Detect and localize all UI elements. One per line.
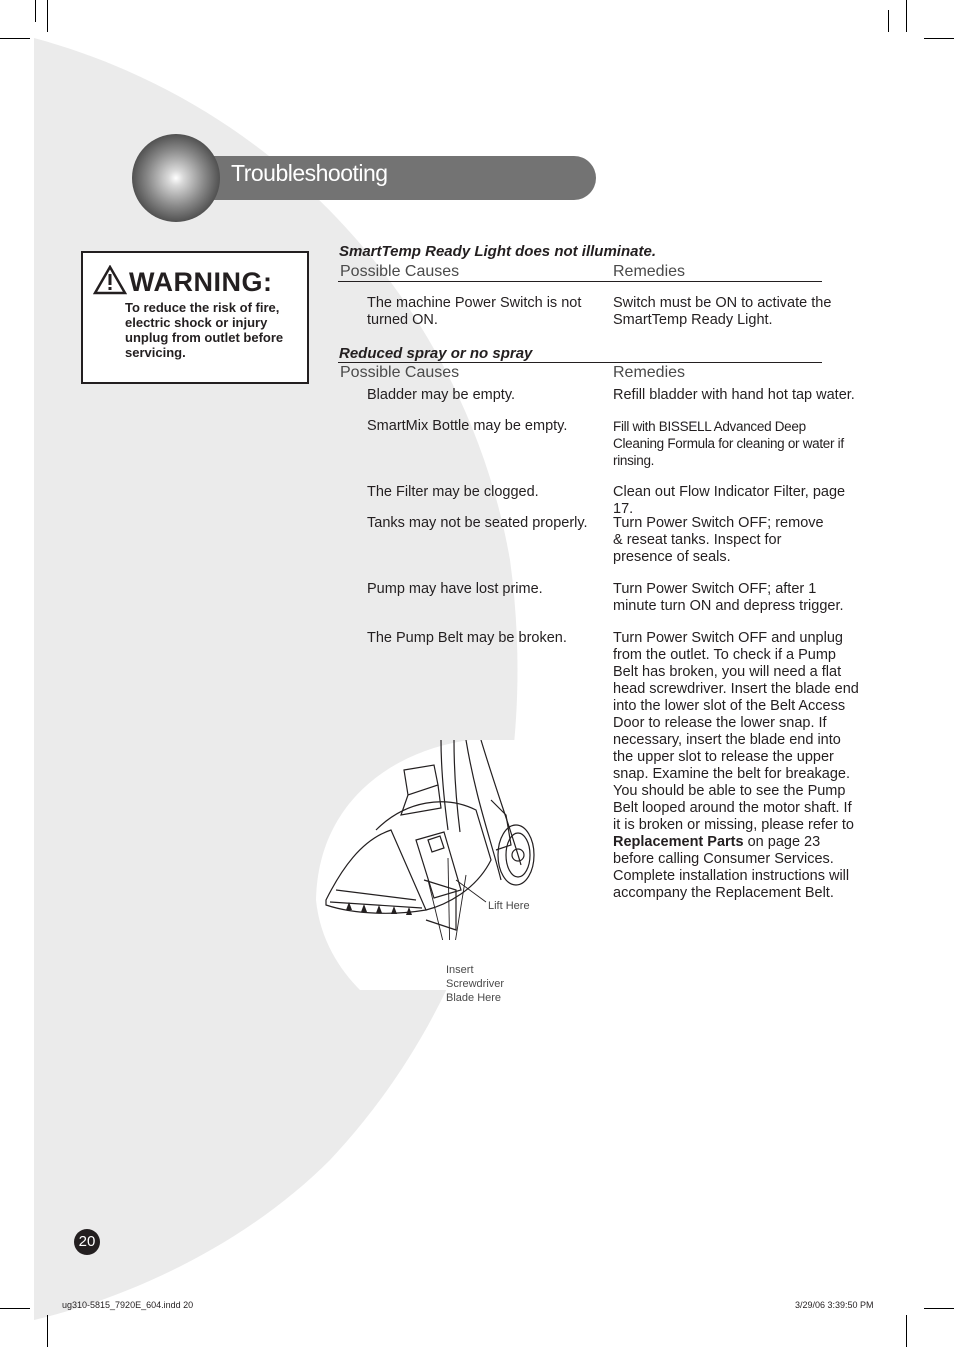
remedy-text bbox=[613, 630, 861, 902]
callout-line: Screwdriver bbox=[446, 978, 505, 990]
crop-mark bbox=[47, 0, 48, 32]
causes-heading: Possible Causes bbox=[340, 263, 460, 280]
section-title: Reduced spray or no spray bbox=[339, 345, 533, 362]
footer-timestamp: 3/29/06 3:39:50 PM bbox=[795, 1300, 874, 1310]
callout-line: Blade Here bbox=[446, 992, 502, 1004]
warning-title: WARNING: bbox=[129, 267, 273, 297]
replacement-parts-reference: Replacement Parts bbox=[613, 834, 744, 850]
remedy-text: Switch must be ON to activate the SmartTemp Ready Light. bbox=[613, 295, 832, 328]
remedies-heading: Remedies bbox=[613, 364, 686, 381]
footer-file: ug310-5815_7920E_604.indd 20 bbox=[62, 1300, 194, 1310]
divider bbox=[338, 362, 822, 363]
crop-mark bbox=[47, 1315, 48, 1347]
callout-line: Insert bbox=[446, 964, 474, 976]
remedies-heading: Remedies bbox=[613, 263, 686, 280]
cause-text: The Filter may be clogged. bbox=[367, 484, 539, 500]
remedy-text-part: Turn Power Switch OFF and unplug from the outlet. To check if a Pump Belt has broken, you will need a flat head screwdriver. Insert the blade end into the lower slot of the Belt Access Door to release the lower snap. If necessary, insert the blade end into the upper slot to release the upper snap. Examine the belt for breakage. You should be able to see the Pump Belt looped around the motor shaft. If it is broken or missing, please refer to bbox=[613, 630, 859, 833]
remedy-text: Turn Power Switch OFF; remove & reseat tanks. Inspect for presence of seals. bbox=[613, 515, 824, 565]
crop-mark bbox=[924, 1308, 954, 1309]
warning-box bbox=[81, 251, 309, 384]
remedy-text: Refill bladder with hand hot tap water. bbox=[613, 387, 855, 403]
crop-mark bbox=[924, 38, 954, 39]
cause-text: Bladder may be empty. bbox=[367, 387, 516, 403]
divider bbox=[338, 281, 822, 282]
callout-insert-screwdriver bbox=[446, 963, 504, 1005]
cause-text: SmartMix Bottle may be empty. bbox=[367, 418, 568, 434]
callout-lift-here: Lift Here bbox=[488, 900, 530, 912]
page-title: Troubleshooting bbox=[231, 160, 388, 186]
crop-mark bbox=[0, 1308, 30, 1309]
remedy-text: Turn Power Switch OFF; after 1 minute turn ON and depress trigger. bbox=[613, 581, 844, 614]
cause-text: Pump may have lost prime. bbox=[367, 581, 543, 597]
crop-mark bbox=[35, 0, 36, 22]
remedy-text: Clean out Flow Indicator Filter, page 17. bbox=[613, 484, 846, 517]
page-number: 20 bbox=[74, 1229, 100, 1255]
cause-text: Tanks may not be seated properly. bbox=[367, 515, 588, 531]
cause-text: The Pump Belt may be broken. bbox=[367, 630, 567, 646]
header-circle-icon bbox=[132, 134, 220, 222]
warning-triangle-icon bbox=[93, 265, 127, 295]
crop-mark bbox=[906, 1315, 907, 1347]
cause-text: The machine Power Switch is not turned ON. bbox=[367, 295, 582, 328]
remedy-text: Fill with BISSELL Advanced Deep Cleaning Formula for cleaning or water if rinsing. bbox=[613, 419, 844, 468]
section-title: SmartTemp Ready Light does not illuminate. bbox=[339, 243, 656, 260]
warning-text: To reduce the risk of fire, electric shock or injury unplug from outlet before servicing. bbox=[125, 300, 284, 360]
crop-mark bbox=[0, 38, 30, 39]
crop-mark bbox=[906, 0, 907, 32]
crop-mark bbox=[888, 10, 889, 32]
causes-heading: Possible Causes bbox=[340, 364, 460, 381]
remedy-text-part: on page 23 before calling Consumer Services. Complete installation instructions will accompany the Replacement Belt. bbox=[613, 834, 850, 901]
